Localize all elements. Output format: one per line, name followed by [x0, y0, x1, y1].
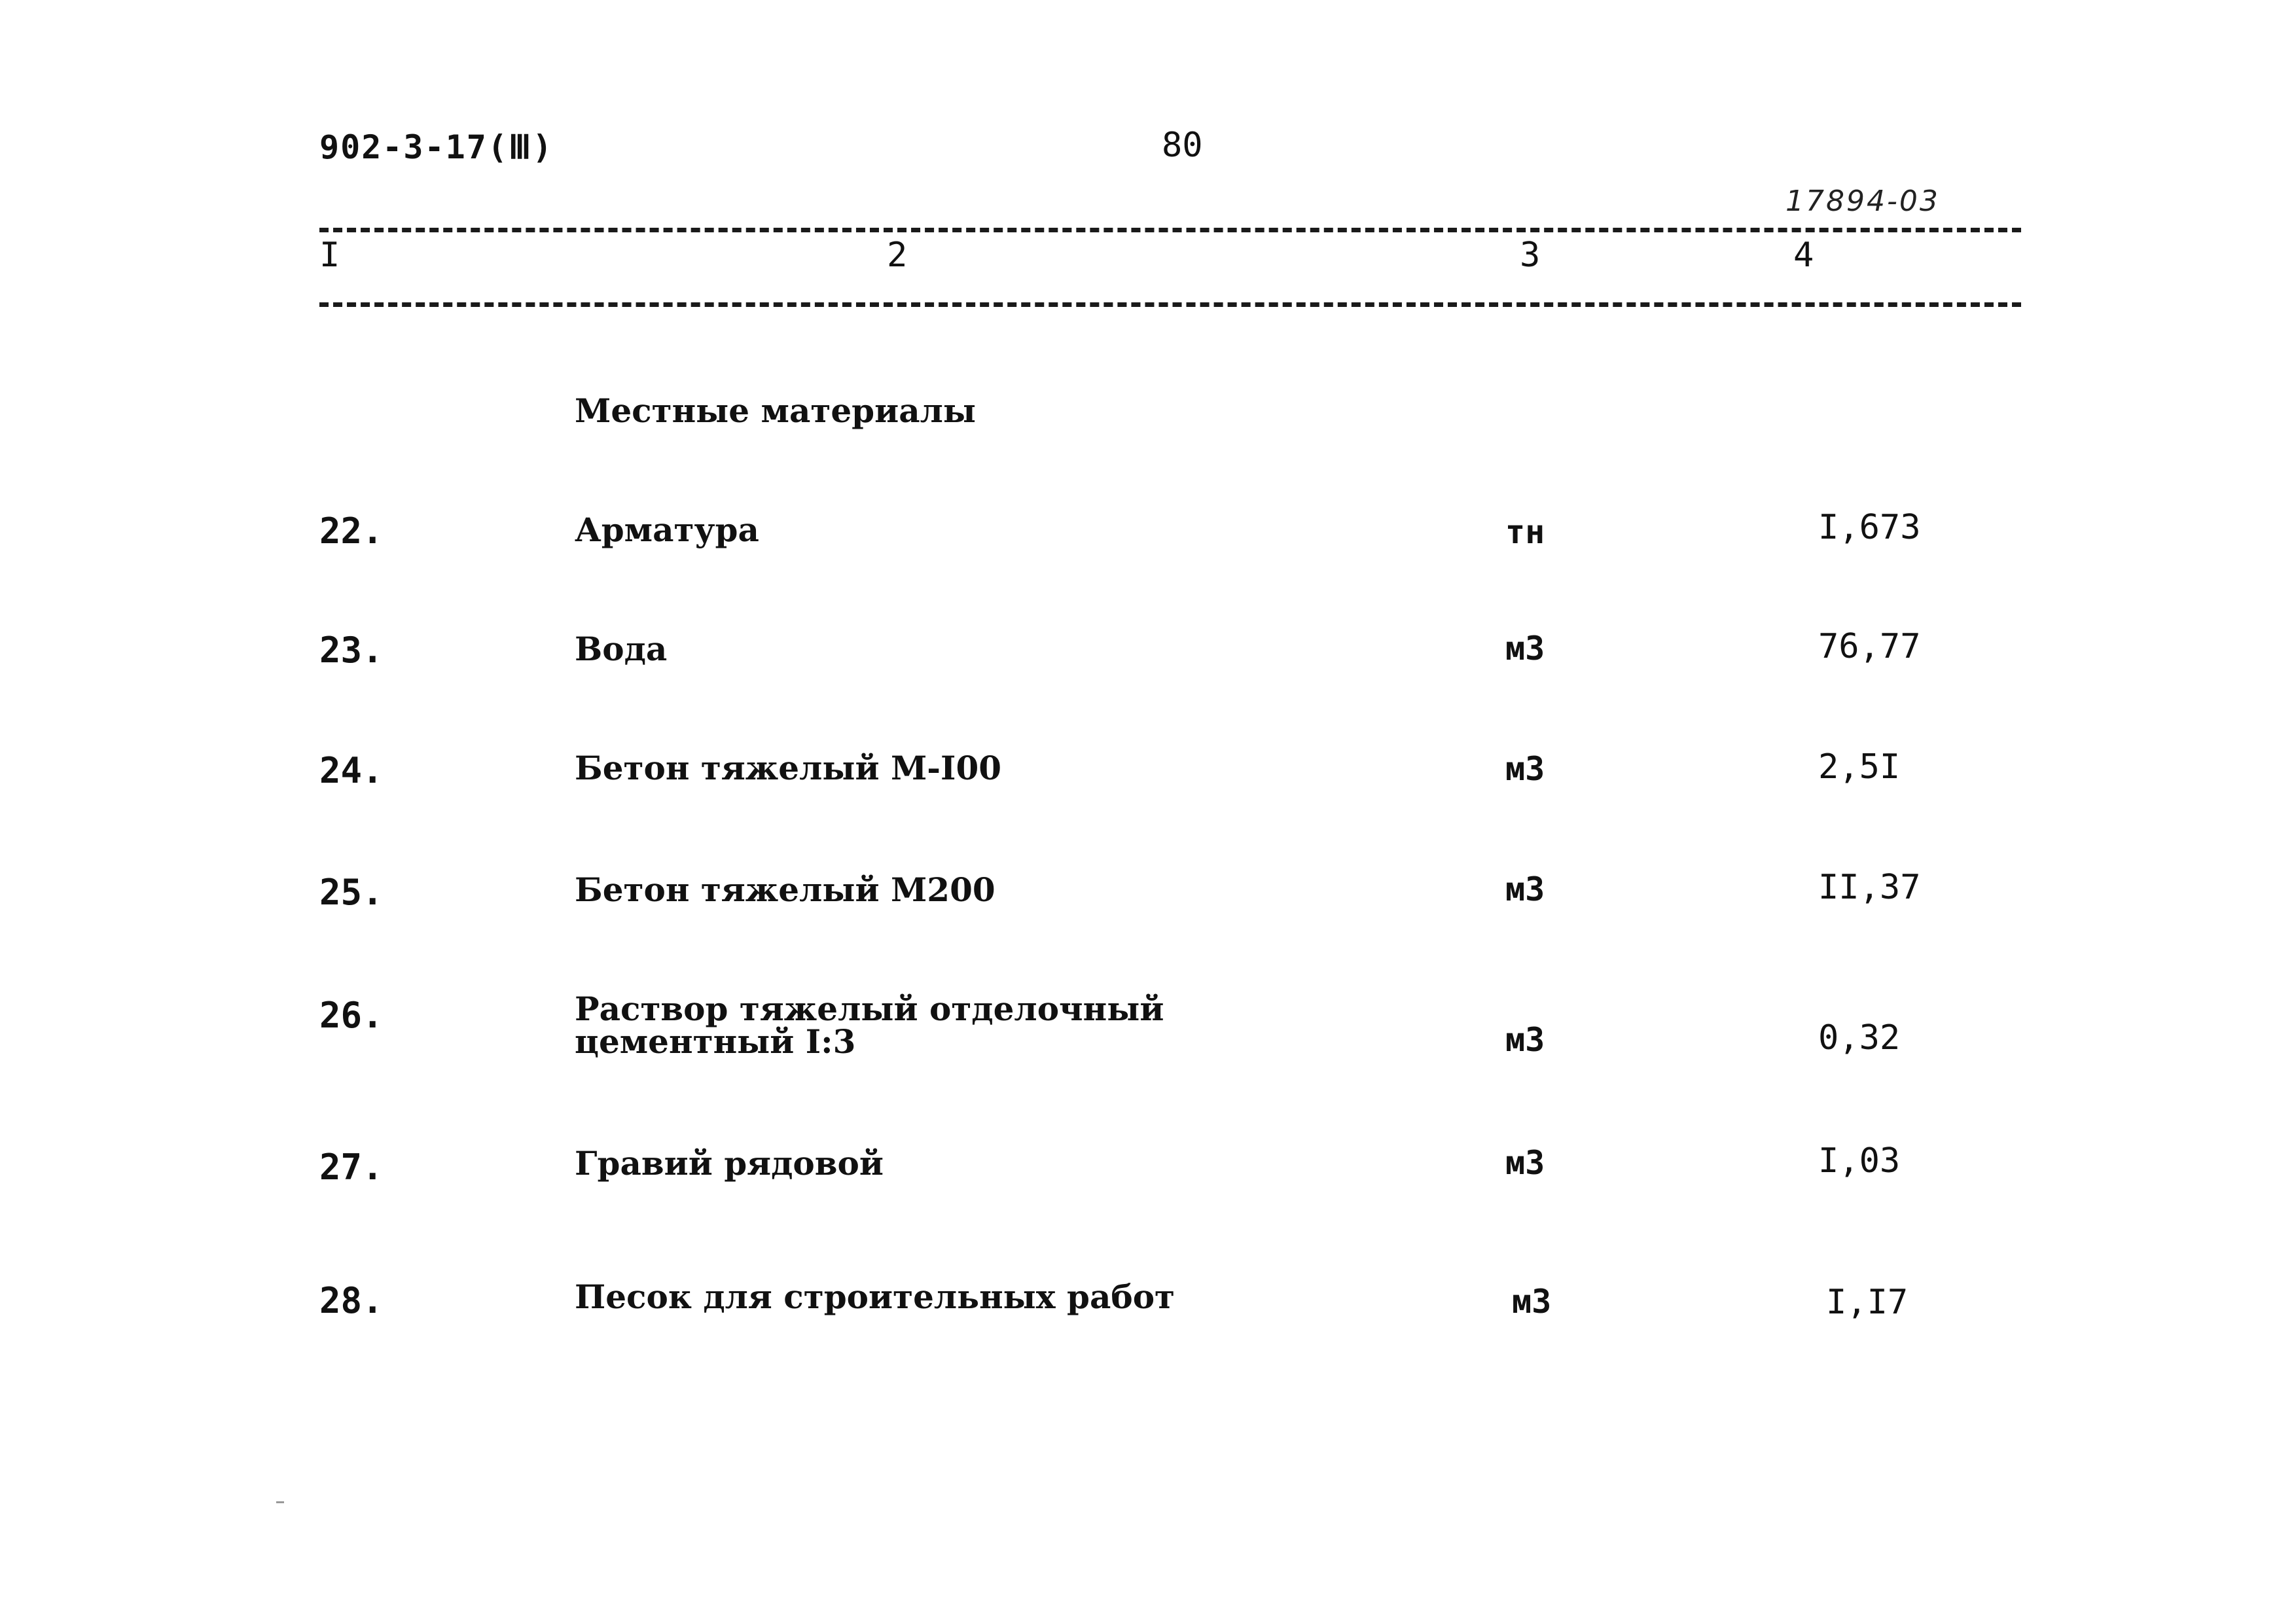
row-number: 28.	[319, 1280, 384, 1321]
row-unit: м3	[1505, 1144, 1545, 1182]
row-material-name: Гравий рядовой	[575, 1144, 884, 1183]
row-unit: м3	[1505, 870, 1545, 908]
row-quantity: I,03	[1818, 1141, 1901, 1181]
row-quantity: 2,5I	[1818, 747, 1901, 787]
row-number: 26.	[319, 995, 384, 1036]
row-unit: тн	[1505, 513, 1545, 551]
row-quantity: I,673	[1818, 508, 1921, 547]
row-unit: м3	[1505, 630, 1545, 668]
row-material-name: Песок для строительных работ	[575, 1277, 1175, 1316]
page-number: 80	[1162, 126, 1203, 165]
column-header-4: 4	[1793, 236, 1814, 275]
row-material-name: Вода	[575, 630, 668, 668]
column-header-3: 3	[1520, 236, 1541, 275]
scan-artifact	[276, 1501, 284, 1503]
row-material-name: Арматура	[575, 510, 759, 549]
top-dashed-rule	[319, 228, 2021, 232]
row-unit: м3	[1512, 1283, 1552, 1321]
row-quantity: I,I7	[1826, 1283, 1909, 1322]
column-header-1: I	[319, 236, 340, 275]
document-code: 902-3-17(Ⅲ)	[319, 128, 554, 166]
row-unit: м3	[1505, 1021, 1545, 1059]
row-number: 25.	[319, 872, 384, 913]
row-number: 22.	[319, 510, 384, 552]
handwritten-inventory-number: 17894-03	[1785, 185, 1940, 218]
row-material-name-continued: цементный I:3	[575, 1022, 856, 1061]
row-number: 23.	[319, 630, 384, 671]
row-number: 27.	[319, 1147, 384, 1188]
row-material-name: Бетон тяжелый М-I00	[575, 749, 1002, 787]
row-material-name: Бетон тяжелый М200	[575, 870, 996, 909]
row-quantity: II,37	[1818, 868, 1921, 907]
bottom-dashed-rule	[319, 302, 2021, 307]
row-quantity: 0,32	[1818, 1018, 1901, 1058]
row-quantity: 76,77	[1818, 627, 1921, 666]
column-header-2: 2	[887, 236, 908, 275]
row-material-name: Раствор тяжелый отделочный	[575, 990, 1164, 1028]
section-title: Местные материалы	[575, 391, 976, 430]
row-number: 24.	[319, 750, 384, 791]
row-unit: м3	[1505, 750, 1545, 788]
